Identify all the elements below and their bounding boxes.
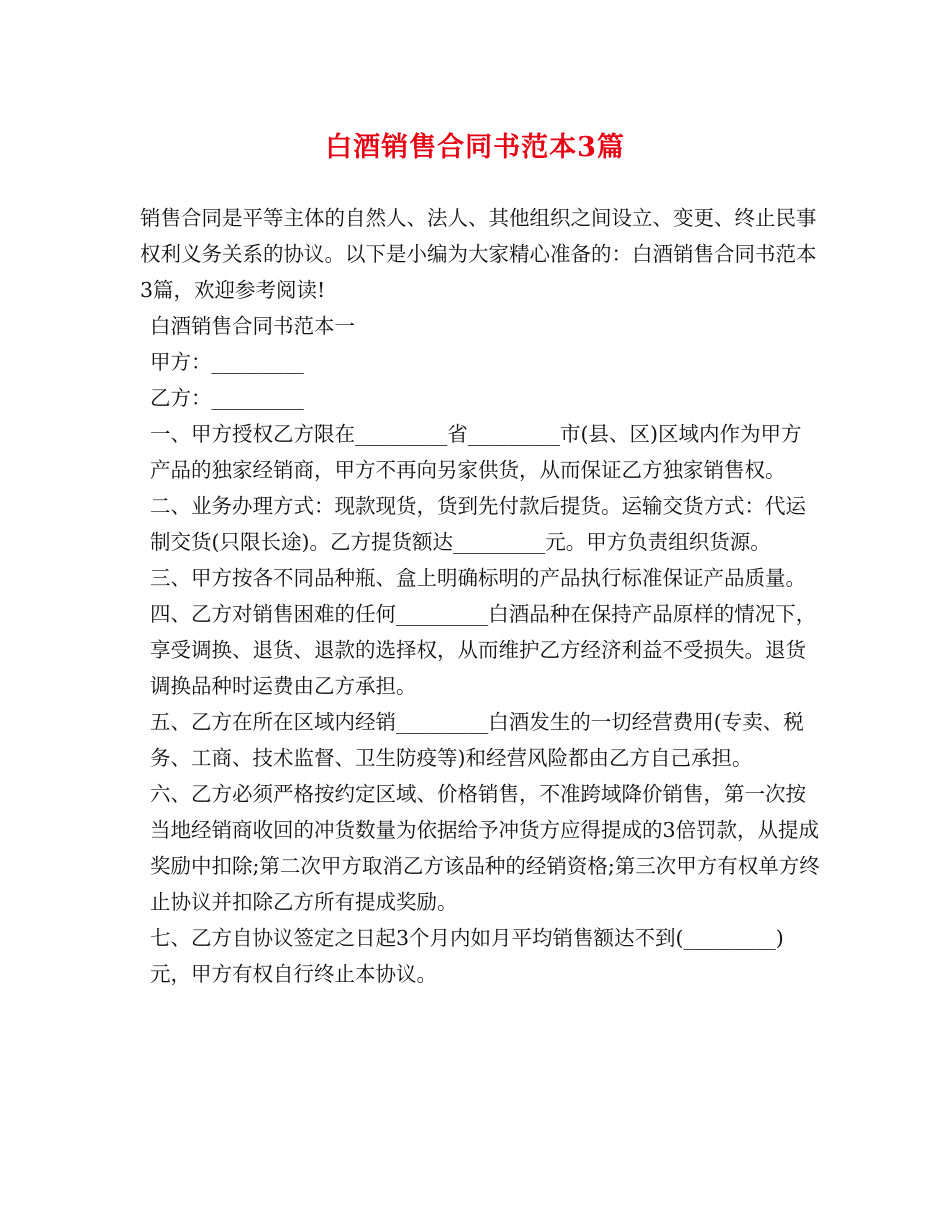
clause-2: 二、业务办理方式：现款现货，货到先付款后提货。运输交货方式：代运制交货(只限长途)。乙方提货额达_________元。甲方负责组织货源。 xyxy=(150,494,806,554)
document-title: 白酒销售合同书范本3篇 xyxy=(325,132,625,163)
section-heading: 白酒销售合同书范本一 xyxy=(150,314,355,338)
clause-3: 三、甲方按各不同品种瓶、盒上明确标明的产品执行标准保证产品质量。 xyxy=(150,566,806,590)
clause-4: 四、乙方对销售困难的任何_________白酒品种在保持产品原样的情况下，享受调换、退货、退款的选择权，从而维护乙方经济利益不受损失。退货调换品种时运费由乙方承担。 xyxy=(150,602,817,698)
party-a-line: 甲方：_________ xyxy=(150,350,304,374)
clause-7: 七、乙方自协议签定之日起3个月内如月平均销售额达不到(_________)元，甲方有权自行终止本协议。 xyxy=(150,926,784,986)
document-body xyxy=(140,200,820,992)
intro-paragraph: 销售合同是平等主体的自然人、法人、其他组织之间设立、变更、终止民事权利义务关系的协议。以下是小编为大家精心准备的：白酒销售合同书范本3篇，欢迎参考阅读! xyxy=(140,206,817,302)
clause-1: 一、甲方授权乙方限在_________省_________市(县、区)区域内作为甲方产品的独家经销商，甲方不再向另家供货，从而保证乙方独家销售权。 xyxy=(150,422,802,482)
clause-5: 五、乙方在所在区域内经销_________白酒发生的一切经营费用(专卖、税务、工商、技术监督、卫生防疫等)和经营风险都由乙方自己承担。 xyxy=(150,710,804,770)
party-b-line: 乙方：_________ xyxy=(150,386,304,410)
clause-6: 六、乙方必须严格按约定区域、价格销售，不准跨域降价销售，第一次按当地经销商收回的冲货数量为依据给予冲货方应得提成的3倍罚款，从提成奖励中扣除;第二次甲方取消乙方该品种的经销资格;第三次甲方有权单方终止协议并扣除乙方所有提成奖励。 xyxy=(150,782,820,914)
